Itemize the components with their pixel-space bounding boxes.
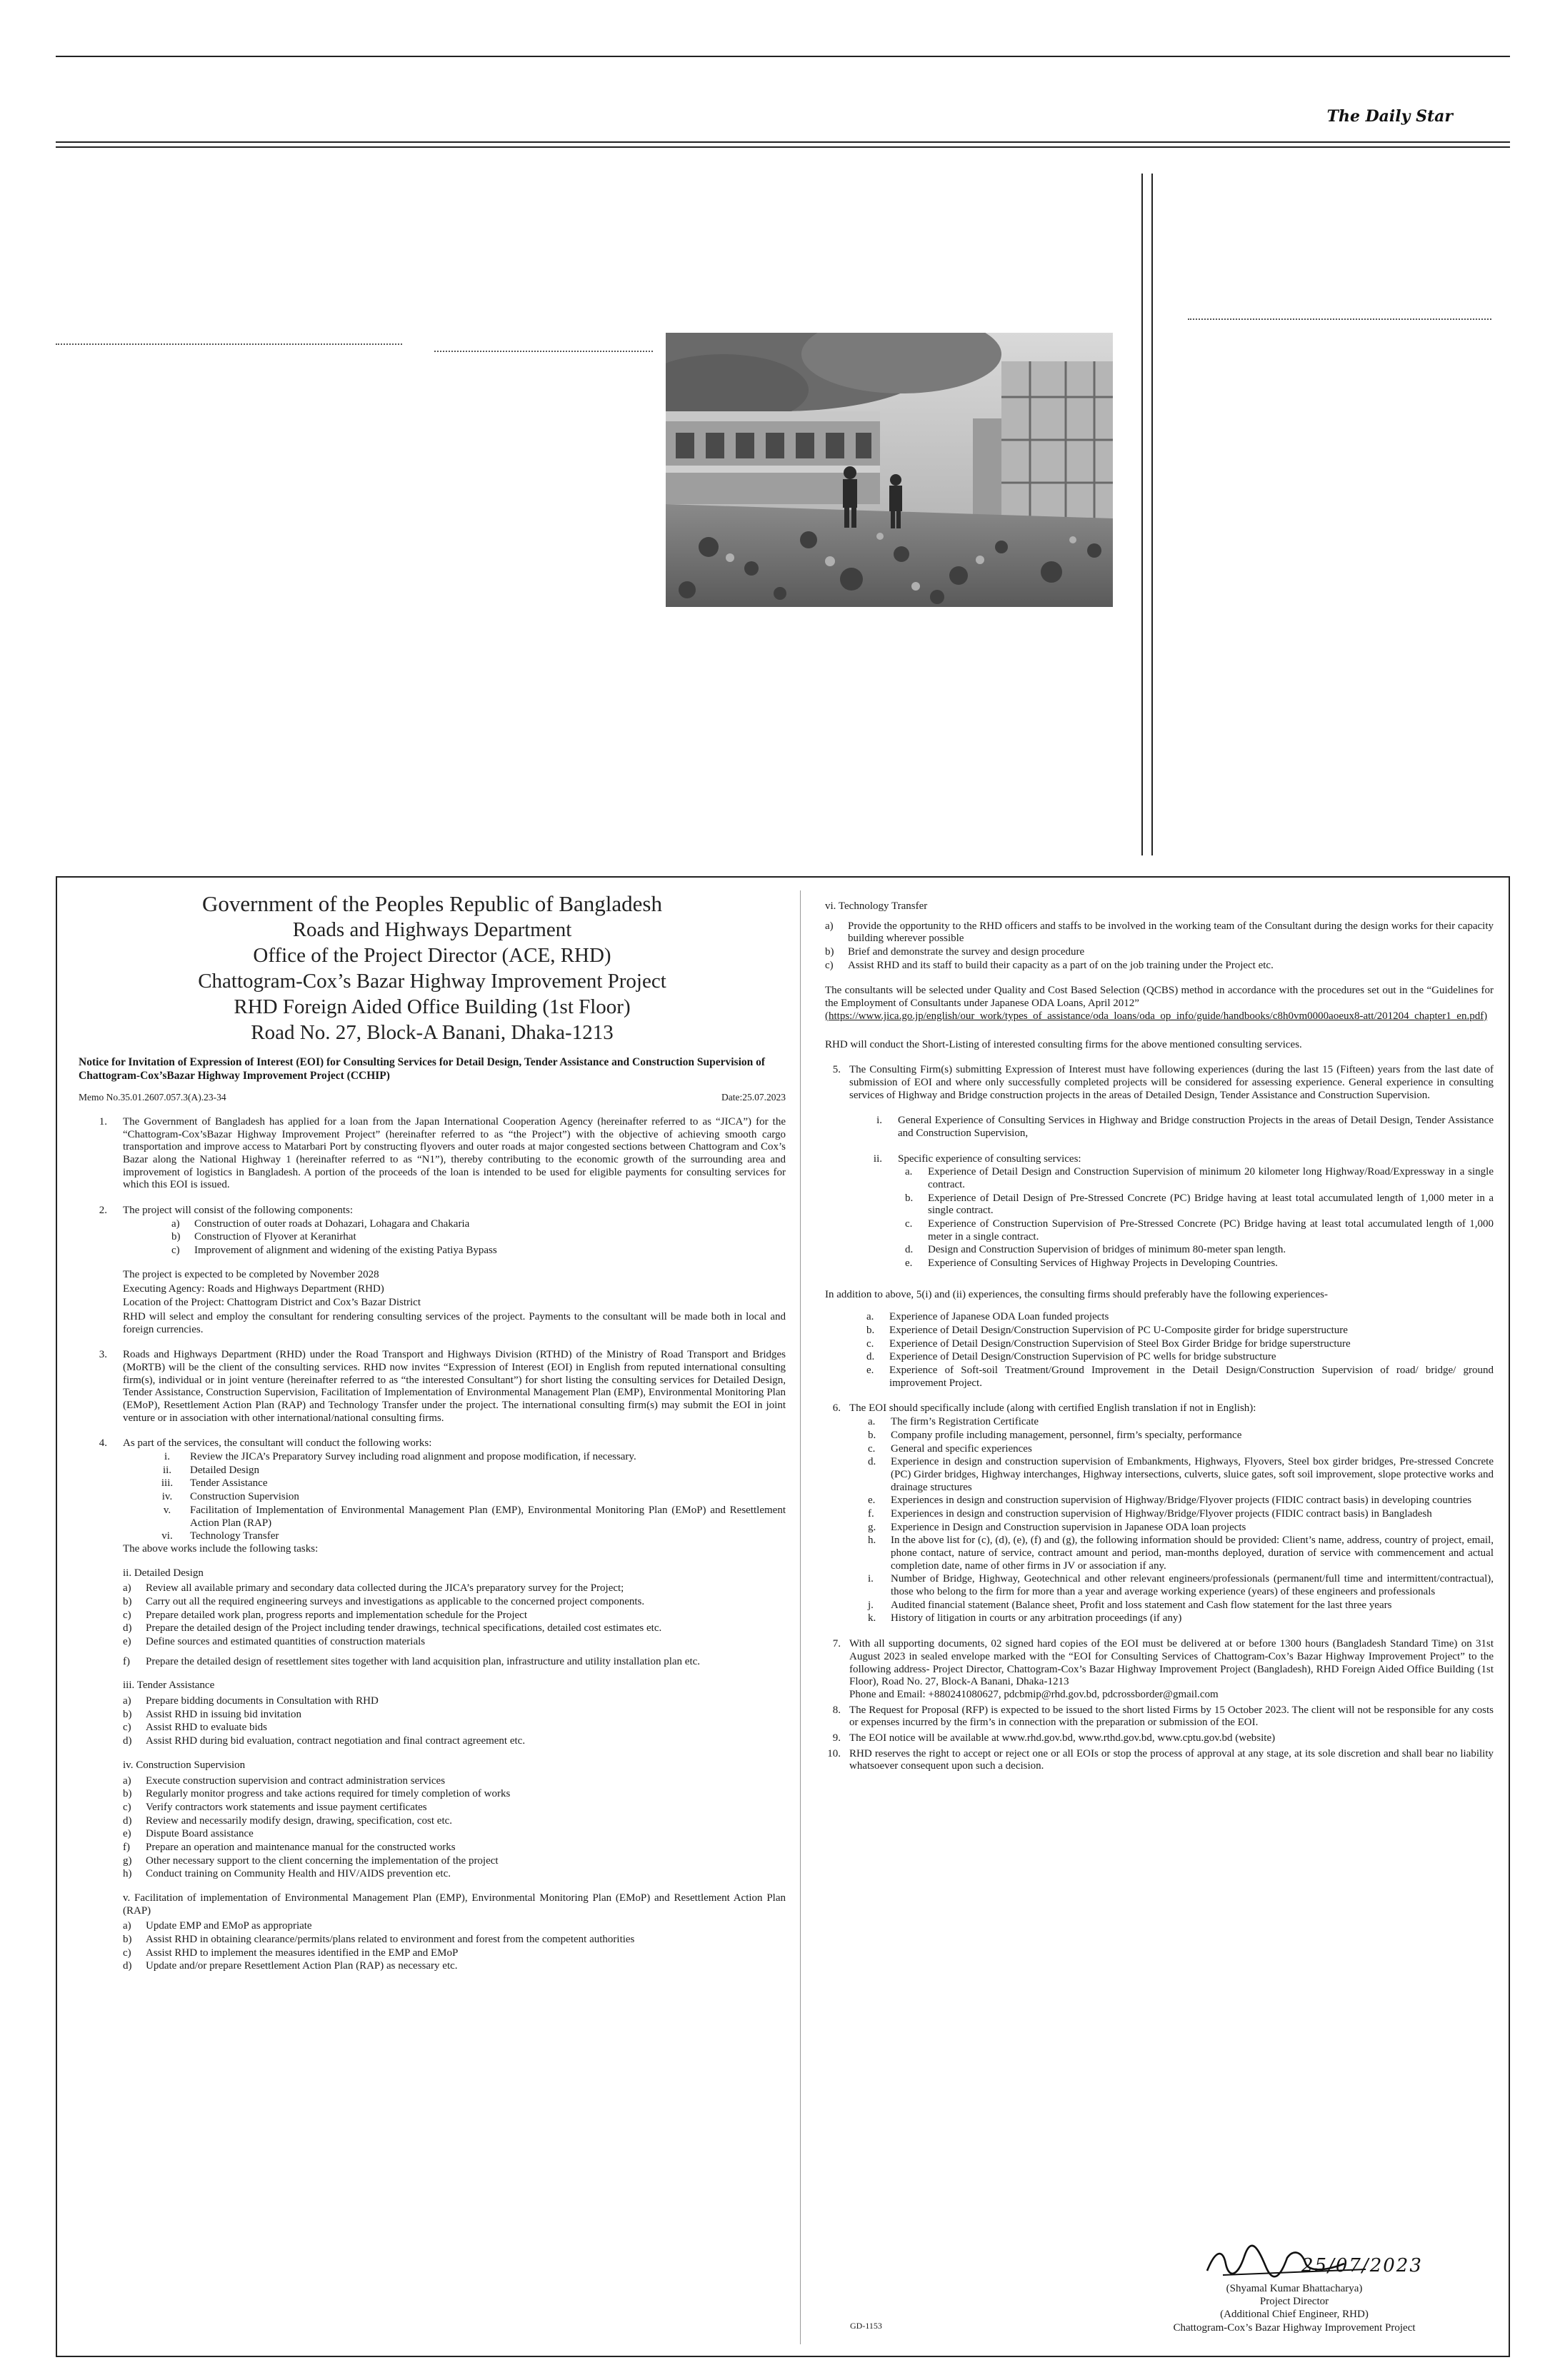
item-label: d. — [905, 1244, 914, 1256]
section-emp-title: v. Facilitation of implementation of Environmental Management Plan (EMP), Environmental Monitoring Plan (EMoP) and Resettlement Action Plan (RAP) — [123, 1892, 786, 1917]
list-item — [123, 1622, 786, 1635]
paragraph-4 — [79, 1437, 786, 1450]
item-label: b) — [123, 1708, 132, 1720]
para-text: RHD reserves the right to accept or reject one or all EOIs or stop the process of approval at any stage, at its sole discretion and shall bear no liability whatsoever consequent upon such a decision. — [849, 1747, 1494, 1772]
list-item — [123, 1722, 786, 1734]
item-label: a) — [123, 1920, 131, 1932]
works-list — [144, 1451, 786, 1543]
item-text: Update and/or prepare Resettlement Action Plan (RAP) as necessary etc. — [146, 1960, 458, 1972]
item-text: Define sources and estimated quantities of construction materials — [146, 1636, 426, 1647]
item-label: b) — [123, 1595, 132, 1607]
list-item — [123, 1775, 786, 1788]
paragraph-7 — [825, 1638, 1494, 1701]
list-item — [123, 1842, 786, 1854]
guidelines-link[interactable]: (https://www.jica.go.jp/english/our_work/types_of_assistance/oda_loans/oda_op_info/guide/handbooks/c8h0vm0000aoeux8-att/201204_chapter1_en.pdf) — [825, 1010, 1488, 1022]
masthead-logo: The Daily Star — [1326, 107, 1453, 126]
notice-left-column — [57, 878, 800, 1973]
item-text: Review the JICA’s Preparatory Survey including road alignment and propose modification, if necessary. — [190, 1451, 636, 1463]
item-text: Experience of Detail Design/Construction Supervision of PC wells for bridge substructure — [889, 1351, 1276, 1363]
item-text: Review and necessarily modify design, drawing, specification, cost etc. — [146, 1814, 453, 1827]
item-text: Assist RHD to implement the measures identified in the EMP and EMoP — [146, 1947, 459, 1959]
column-divider-2 — [1151, 174, 1153, 855]
item-text: Experience of Construction Supervision of Pre-Stressed Concrete (PC) Bridge having at least total accumulated length of 1,000 meter in a single contract. — [928, 1218, 1494, 1242]
list-item — [144, 1477, 786, 1490]
item-text: Assist RHD to evaluate bids — [146, 1722, 267, 1734]
list-item — [123, 1947, 786, 1960]
list-item — [866, 1311, 1494, 1324]
list-item — [123, 1828, 786, 1841]
item-text: Regularly monitor progress and take actions required for timely completion of works — [146, 1788, 511, 1800]
item-text: Experience of Consulting Services of Highway Projects in Developing Countries. — [928, 1257, 1278, 1270]
item-text: Prepare detailed work plan, progress reports and implementation schedule for the Project — [146, 1609, 527, 1621]
construction-site-photo — [666, 333, 1113, 607]
item-label: g. — [868, 1521, 876, 1533]
item-text: Experience of Detail Design/Construction Supervision of Steel Box Girder Bridge for bridge superstructure — [889, 1337, 1351, 1350]
list-item — [905, 1166, 1494, 1191]
item-label: ii. — [162, 1464, 172, 1476]
list-item — [868, 1443, 1494, 1456]
list-item — [866, 1351, 1494, 1364]
item-label: i. — [868, 1573, 874, 1585]
item-label: b) — [123, 1788, 132, 1800]
paragraph-9 — [825, 1732, 1494, 1745]
item-text: Experiences in design and construction supervision of Highway/Bridge/Flyover projects (FIDIC contract basis) in developing countries — [891, 1495, 1472, 1507]
list-item — [171, 1245, 786, 1257]
list-item — [866, 1365, 1494, 1390]
item-text: Other necessary support to the client concerning the implementation of the project — [146, 1854, 499, 1867]
memo-number: Memo No.35.01.2607.057.3(A).23-34 — [79, 1092, 226, 1103]
item-text: Experience in Design and Construction supervision in Japanese ODA loan projects — [891, 1521, 1246, 1533]
item-text: Brief and demonstrate the survey and design procedure — [848, 946, 1085, 958]
list-item — [144, 1491, 786, 1504]
list-item — [171, 1231, 786, 1244]
item-label: d. — [868, 1456, 876, 1468]
item-label: iv. — [161, 1491, 173, 1503]
item-text: Conduct training on Community Health and HIV/AIDS prevention etc. — [146, 1868, 451, 1880]
list-item — [144, 1530, 786, 1543]
signer-title: Project Director — [1259, 2296, 1329, 2308]
paragraph-5 — [825, 1064, 1494, 1102]
header-line: RHD Foreign Aided Office Building (1st Floor) — [234, 995, 631, 1019]
item-text: Experience of Detail Design/Construction Supervision of PC U-Composite girder for bridge superstructure — [889, 1325, 1348, 1336]
list-item — [123, 1582, 786, 1595]
list-item — [905, 1192, 1494, 1217]
signer-project: Chattogram-Cox’s Bazar Highway Improvement Project — [1173, 2321, 1416, 2334]
item-label: c) — [123, 1801, 131, 1813]
header-line: Office of the Project Director (ACE, RHD) — [253, 944, 611, 968]
list-item — [144, 1451, 786, 1464]
item-label: b. — [868, 1429, 876, 1441]
item-label: b) — [825, 946, 834, 958]
list-item — [868, 1416, 1494, 1429]
para-text[interactable]: The EOI notice will be available at www.rhd.gov.bd, www.rthd.gov.bd, www.cptu.gov.bd (website) — [849, 1732, 1276, 1744]
item-text: Construction Supervision — [190, 1491, 299, 1503]
list-item — [905, 1218, 1494, 1243]
notice-right-column — [804, 878, 1511, 1773]
paragraph-8 — [825, 1704, 1494, 1729]
notice-title: Notice for Invitation of Expression of Interest (EOI) for Consulting Services for Detail Design, Tender Assistance and Construction Supervision of Chattogram-Cox’sBazar Highway Improvement Project (CCHIP) — [79, 1056, 766, 1083]
item-label: d) — [123, 1960, 132, 1972]
para-number: 6. — [832, 1402, 841, 1415]
item-text: Construction of Flyover at Keranirhat — [194, 1231, 356, 1243]
list-item — [123, 1636, 786, 1649]
item-text: Dispute Board assistance — [146, 1828, 254, 1840]
item-text: General and specific experiences — [891, 1442, 1032, 1455]
list-item — [868, 1522, 1494, 1535]
detail-line: The project is expected to be completed by November 2028 — [123, 1268, 379, 1280]
para-number: ii. — [873, 1153, 882, 1165]
list-item — [144, 1505, 786, 1530]
item-text: Review all available primary and secondary data collected during the JICA’s preparatory survey for the Project; — [146, 1582, 624, 1595]
item-text: Experience of Japanese ODA Loan funded projects — [889, 1311, 1109, 1323]
item-text: Execute construction supervision and contract administration services — [146, 1774, 446, 1787]
item-label: f. — [868, 1507, 874, 1520]
detail-line: RHD will select and employ the consultant for rendering consulting services of the project. Payments to the consultant will be made both in local and foreign currencies. — [123, 1310, 786, 1335]
item-text: Design and Construction Supervision of bridges of minimum 80-meter span length. — [928, 1244, 1286, 1256]
list-item — [123, 1815, 786, 1828]
item-text: Detailed Design — [190, 1464, 260, 1476]
item-label: a. — [866, 1311, 874, 1323]
list-item — [123, 1656, 786, 1669]
list-item — [123, 1934, 786, 1947]
notice-header — [79, 890, 786, 1046]
list-item — [123, 1695, 786, 1708]
technology-transfer-list — [825, 920, 1494, 973]
item-text: Tender Assistance — [190, 1477, 268, 1490]
paragraph-2 — [79, 1205, 786, 1217]
item-label: e. — [868, 1495, 876, 1507]
item-label: e. — [905, 1257, 913, 1270]
list-item — [868, 1495, 1494, 1507]
list-item — [123, 1709, 786, 1722]
list-item — [123, 1868, 786, 1881]
list-item — [868, 1456, 1494, 1494]
para-text: The Government of Bangladesh has applied for a loan from the Japan International Cooperation Agency (hereinafter referred to as “JICA”) for the “Chattogram-Cox’sBazar Highway Improvement Project” (hereinafter referred to as “the Project”) with the objective of achieving smooth cargo transportation and improve access to Matarbari Port by constructing flyovers and outer roads at major congested sections between Chattogram and Cox’s Bazar along the National Highway 1 (hereinafter referred to as “N1”), thereby contributing to the economic growth of the surrounding area and improvement of logistics in Bangladesh. A portion of the proceeds of the loan is intended to be used for eligible payments for consulting services for which this EOI is issued. — [123, 1115, 786, 1191]
item-label: a) — [123, 1582, 131, 1595]
item-text: Experience of Detail Design and Construction Supervision of minimum 20 kilometer long Highway/Road/Expressway in a single contract. — [928, 1166, 1494, 1190]
emp-list — [123, 1920, 786, 1973]
paragraph-5-ii — [854, 1153, 1494, 1166]
item-text: Technology Transfer — [190, 1530, 279, 1542]
para-number: 4. — [99, 1437, 107, 1450]
list-item — [825, 960, 1494, 973]
item-text: Assist RHD in obtaining clearance/permits/plans related to environment and forest from the competent authorities — [146, 1934, 635, 1946]
dotted-separator-2 — [434, 351, 653, 352]
list-item — [868, 1535, 1494, 1572]
paragraph-6 — [825, 1402, 1494, 1415]
item-label: b. — [866, 1325, 875, 1336]
signature-date: 25/07/2023 — [1301, 2254, 1423, 2276]
para-text: Specific experience of consulting services: — [898, 1153, 1081, 1165]
item-label: e) — [123, 1636, 131, 1647]
section-construction-supervision-title: iv. Construction Supervision — [123, 1759, 246, 1771]
list-item — [123, 1610, 786, 1622]
item-text: History of litigation in courts or any arbitration proceedings (if any) — [891, 1612, 1182, 1625]
item-text: The firm’s Registration Certificate — [891, 1416, 1039, 1428]
para-number: 10. — [827, 1747, 841, 1759]
list-item — [905, 1244, 1494, 1257]
masthead-rule-2 — [56, 146, 1510, 148]
item-label: a) — [123, 1774, 131, 1787]
component-list — [171, 1218, 786, 1257]
signer-name: (Shyamal Kumar Bhattacharya) — [1226, 2282, 1363, 2294]
item-text: Assist RHD and its staff to build their capacity as a part of on the job training under the Project etc. — [848, 959, 1274, 971]
list-item — [171, 1218, 786, 1231]
item-text: Prepare the detailed design of resettlement sites together with land acquisition plan, infrastructure and utility installation plan etc. — [146, 1655, 701, 1667]
item-text: Assist RHD in issuing bid invitation — [146, 1708, 301, 1720]
item-text: Prepare bidding documents in Consultation with RHD — [146, 1695, 379, 1707]
gd-number: GD-1153 — [850, 2321, 882, 2331]
para-number: 5. — [832, 1064, 841, 1076]
list-item — [123, 1802, 786, 1814]
detail-line: Location of the Project: Chattogram District and Cox’s Bazar District — [123, 1297, 421, 1309]
signature-block — [1123, 2242, 1466, 2334]
eoi-notice-advertisement — [56, 876, 1510, 2357]
project-details — [123, 1269, 786, 1336]
handwritten-signature — [1123, 2242, 1466, 2282]
item-text: Prepare the detailed design of the Project including tender drawings, technical specifications, detailed cost estimates etc. — [146, 1622, 662, 1635]
item-text: Audited financial statement (Balance sheet, Profit and loss statement and Cash flow statement for the last three years — [891, 1599, 1392, 1611]
qcbs-text: The consultants will be selected under Quality and Cost Based Selection (QCBS) method in accordance with the procedures set out in the “Guidelines for the Employment of Consultants under Japanese ODA Loans, April 2012” — [825, 985, 1494, 1010]
list-item — [123, 1596, 786, 1609]
section-tender-assistance-title: iii. Tender Assistance — [123, 1679, 215, 1692]
para-text: As part of the services, the consultant will conduct the following works: — [123, 1437, 432, 1450]
additional-experience-intro: In addition to above, 5(i) and (ii) experiences, the consulting firms should preferably have the following experiences- — [825, 1288, 1328, 1300]
header-line: Roads and Highways Department — [292, 918, 572, 942]
item-label: b. — [905, 1192, 914, 1204]
list-item — [866, 1338, 1494, 1351]
signer-rank: (Additional Chief Engineer, RHD) — [1220, 2309, 1369, 2321]
item-label: c) — [123, 1947, 131, 1959]
tasks-intro: The above works include the following tasks: — [123, 1542, 319, 1555]
list-item — [868, 1573, 1494, 1598]
item-label: vi. — [161, 1530, 173, 1542]
header-line: Government of the Peoples Republic of Bangladesh — [202, 891, 662, 916]
item-label: e. — [866, 1365, 874, 1377]
item-text: Improvement of alignment and widening of the existing Patiya Bypass — [194, 1245, 497, 1257]
list-item — [825, 946, 1494, 959]
item-text: Update EMP and EMoP as appropriate — [146, 1920, 312, 1932]
list-item — [123, 1735, 786, 1748]
notice-column-divider — [800, 890, 801, 2344]
list-item — [868, 1508, 1494, 1521]
item-text: Verify contractors work statements and issue payment certificates — [146, 1801, 427, 1813]
item-label: c. — [905, 1218, 913, 1230]
specific-experience-list — [905, 1166, 1494, 1270]
item-label: b) — [123, 1934, 132, 1946]
item-label: e) — [123, 1828, 131, 1840]
item-label: c. — [868, 1442, 876, 1455]
notice-date: Date:25.07.2023 — [721, 1092, 786, 1103]
list-item — [123, 1920, 786, 1933]
section-technology-transfer-title: vi. Technology Transfer — [825, 900, 928, 912]
para-number: i. — [876, 1115, 882, 1127]
para-text: The Request for Proposal (RFP) is expected to be issued to the short listed Firms by 15 October 2023. The client will not be responsible for any costs or expenses incurred by the firm’s in connection with the preparation or submission of the EOI. — [849, 1704, 1494, 1729]
para-text: The project will consist of the following components: — [123, 1205, 354, 1217]
contact-line[interactable]: Phone and Email: +880241080627, pdcbmip@rhd.gov.bd, pdcrossborder@gmail.com — [849, 1688, 1219, 1700]
item-text: Carry out all the required engineering surveys and investigations as applicable to the concerned project components. — [146, 1595, 645, 1607]
header-line: Chattogram-Cox’s Bazar Highway Improvement Project — [198, 970, 666, 993]
paragraph-10 — [825, 1748, 1494, 1773]
item-label: a. — [905, 1166, 913, 1178]
submission-text: With all supporting documents, 02 signed hard copies of the EOI must be delivered at or before 1300 hours (Bangladesh Standard Time) on 31st August 2023 in sealed envelope marked with the “EOI for Consulting Services of Chattogram-Cox’s Bazar Highway Improvement Project” to the following address- Project Director, Chattogram-Cox’s Bazar Highway Improvement Project (Bangladesh), RHD Foreign Aided Office Building (1st Floor), Road No. 27, Block-A Banani, Dhaka-1213 — [849, 1638, 1494, 1688]
item-text: Prepare an operation and maintenance manual for the constructed works — [146, 1841, 456, 1853]
eoi-contents-list — [868, 1416, 1494, 1625]
item-label: a) — [171, 1217, 180, 1230]
detailed-design-list — [123, 1582, 786, 1668]
para-number: 8. — [832, 1704, 841, 1716]
para-text — [849, 1638, 1494, 1701]
item-text: Number of Bridge, Highway, Geotechnical and other relevant engineers/professionals (permanent/full time and intermittent/contractual), those who belong to the firm for more than a year and average working experience (years) of these engineers and professionals — [891, 1573, 1494, 1598]
construction-supervision-list — [123, 1775, 786, 1882]
list-item — [868, 1430, 1494, 1442]
item-label: v. — [163, 1504, 171, 1516]
additional-experience-list — [866, 1311, 1494, 1390]
para-text: Roads and Highways Department (RHD) under the Road Transport and Highways Division (RTHD) of the Ministry of Road Transport and Bridges (MoRTB) will be the client of the consulting services. RHD now invites “Expression of Interest (EOI) in English from reputed international consulting firm(s), individual or in joint venture (hereinafter referred to as “the interested Consultant”) for short listing the consulting services for Detailed Design, Tender Assistance, Construction Supervision, Facilitation of Implementation of Environmental Management Plan (EMP), Environmental Monitoring Plan (EMoP), Resettlement Action Plan (RAP) and Technology Transfer under the project. The international consulting firm(s) may submit the EOI in joint venture or in association with other international/national consulting firms. — [123, 1349, 786, 1424]
item-label: d. — [866, 1351, 875, 1363]
item-label: iii. — [161, 1477, 174, 1490]
list-item — [123, 1855, 786, 1868]
dotted-separator-3 — [1188, 318, 1491, 320]
item-text: Experiences in design and construction supervision of Highway/Bridge/Flyover projects (FIDIC contract basis) in Bangladesh — [891, 1507, 1432, 1520]
top-rule — [56, 56, 1510, 57]
list-item — [905, 1257, 1494, 1270]
shortlist-text: RHD will conduct the Short-Listing of interested consulting firms for the above mentioned consulting services. — [825, 1038, 1302, 1050]
memo-row — [79, 1092, 786, 1103]
column-divider-1 — [1141, 174, 1143, 855]
item-label: h) — [123, 1868, 132, 1880]
item-label: f) — [123, 1655, 130, 1667]
item-label: k. — [868, 1612, 876, 1625]
item-label: f) — [123, 1841, 130, 1853]
item-text: Company profile including management, personnel, firm’s specialty, performance — [891, 1429, 1242, 1441]
item-label: c) — [123, 1722, 131, 1734]
item-label: h. — [868, 1535, 876, 1547]
tender-assistance-list — [123, 1695, 786, 1748]
para-text: The Consulting Firm(s) submitting Expression of Interest must have following experiences (during the last 15 (Fifteen) years from the last date of submission of EOI and where only successfully completed projects will be considered for assessing experience. General experience in consulting services of Highway and Bridge construction projects in the areas of Detailed Design, Tender Assistance and Construction Supervision. — [849, 1064, 1494, 1101]
para-number: 3. — [99, 1349, 107, 1361]
item-label: a. — [868, 1416, 876, 1428]
item-label: j. — [868, 1599, 874, 1611]
para-number: 9. — [832, 1732, 841, 1744]
item-label: d) — [123, 1735, 132, 1747]
item-text: Experience in design and construction supervision of Embankments, Highways, Flyovers, Steel box girder bridges, Pre-stressed Concrete (PC) Girder bridges, Highway interchanges, Highway intersections, culverts, sluice gates, soft soil improvement, slope protective works and drainage structures — [891, 1456, 1494, 1493]
list-item — [123, 1960, 786, 1973]
para-number: 1. — [99, 1115, 107, 1128]
item-text: Experience of Detail Design of Pre-Stressed Concrete (PC) Bridge having at least total accumulated length of 1,000 meter in a single contract. — [928, 1192, 1494, 1217]
list-item — [868, 1600, 1494, 1612]
para-text: The EOI should specifically include (along with certified English translation if not in English): — [849, 1402, 1256, 1415]
list-item — [123, 1788, 786, 1801]
item-text: Facilitation of Implementation of Environmental Management Plan (EMP), Environmental Monitoring Plan (EMoP) and Resettlement Action Plan (RAP) — [190, 1504, 786, 1529]
item-label: a) — [123, 1695, 131, 1707]
item-text: Construction of outer roads at Dohazari, Lohagara and Chakaria — [194, 1217, 470, 1230]
list-item — [825, 920, 1494, 945]
item-label: c) — [171, 1245, 180, 1257]
item-label: c) — [825, 959, 834, 971]
para-text: General Experience of Consulting Services in Highway and Bridge construction Projects in the areas of Detail Design, Tender Assistance and Construction Supervision, — [898, 1115, 1494, 1139]
item-text: Provide the opportunity to the RHD officers and staffs to be involved in the working team of the Consultant during the design works for their capacity building wherever possible — [848, 920, 1494, 945]
masthead-rule-1 — [56, 141, 1510, 143]
para-number: 7. — [832, 1638, 841, 1650]
dotted-separator-1 — [56, 343, 402, 345]
item-label: i. — [164, 1451, 170, 1463]
item-label: b) — [171, 1231, 181, 1243]
item-label: c) — [123, 1609, 131, 1621]
item-label: c. — [866, 1337, 874, 1350]
header-line: Road No. 27, Block-A Banani, Dhaka-1213 — [251, 1021, 614, 1045]
section-detailed-design-title: ii. Detailed Design — [123, 1567, 204, 1579]
detail-line: Executing Agency: Roads and Highways Department (RHD) — [123, 1282, 384, 1295]
paragraph-1 — [79, 1116, 786, 1192]
item-label: d) — [123, 1814, 132, 1827]
item-text: Assist RHD during bid evaluation, contract negotiation and final contract agreement etc. — [146, 1735, 526, 1747]
list-item — [868, 1612, 1494, 1625]
para-number: 2. — [99, 1205, 107, 1217]
item-text: Experience of Soft-soil Treatment/Ground Improvement in the Detail Design/Construction Supervision of road/ bridge/ ground improvement Project. — [889, 1365, 1494, 1389]
list-item — [144, 1465, 786, 1477]
paragraph-3 — [79, 1349, 786, 1425]
list-item — [866, 1325, 1494, 1337]
item-label: a) — [825, 920, 834, 932]
item-label: g) — [123, 1854, 132, 1867]
item-label: d) — [123, 1622, 132, 1635]
paragraph-5-i — [854, 1115, 1494, 1140]
item-text: In the above list for (c), (d), (e), (f) and (g), the following information should be provided: Client’s name, address, country of project, email, phone contact, nature of service, contract amount and period, man-months deployed, duration of service with commencement and actual completion date, name of other firms in JV or association if any. — [891, 1535, 1494, 1572]
